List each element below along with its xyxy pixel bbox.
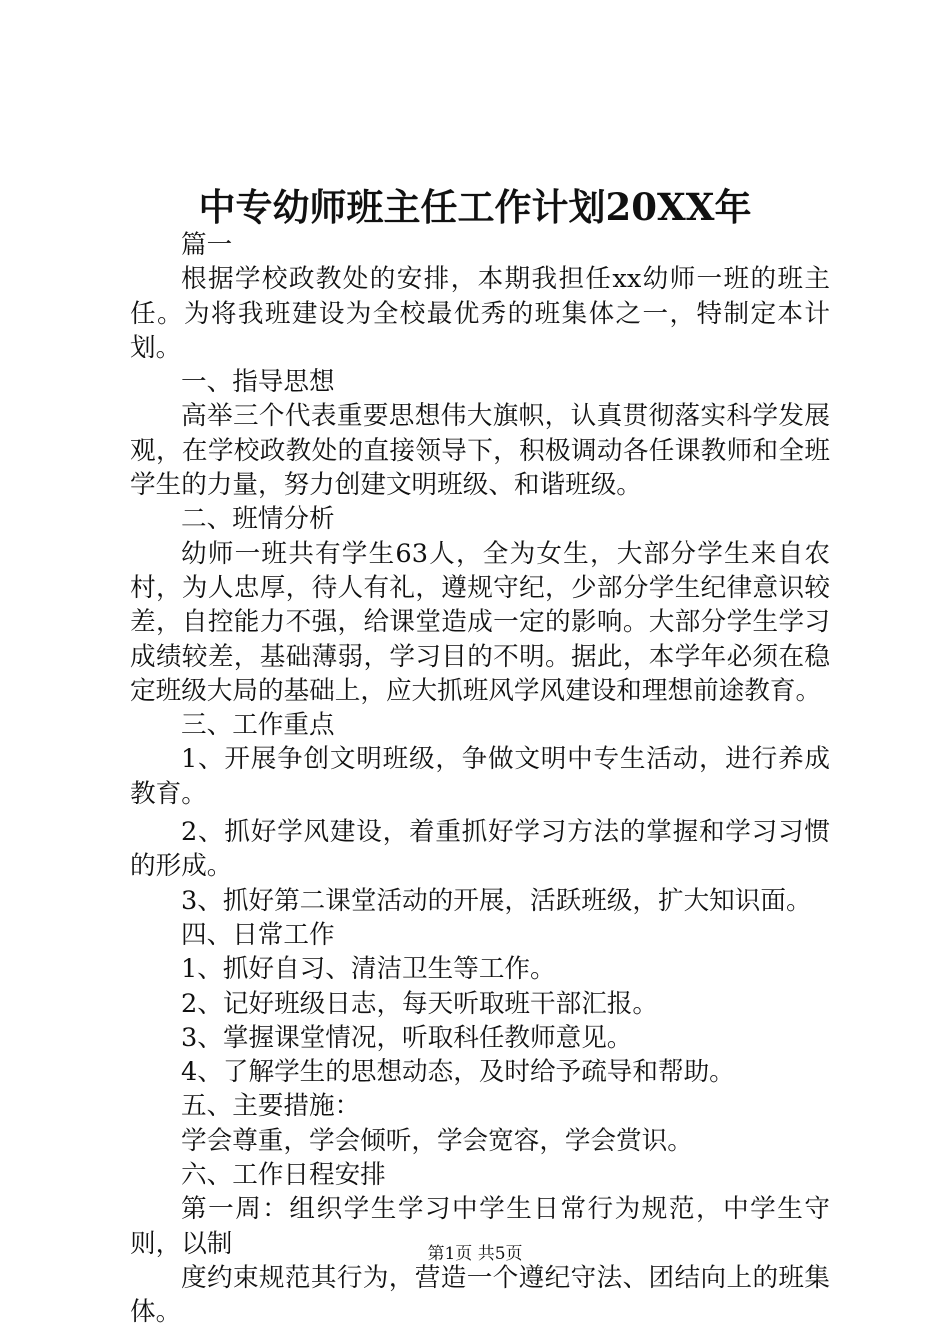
heading-class-analysis: 二、班情分析 <box>181 504 335 535</box>
heading-daily-work: 四、日常工作 <box>181 919 335 950</box>
heading-schedule: 六、工作日程安排 <box>181 1160 386 1191</box>
paragraph-schedule-week-1-continued: 度约束规范其行为，营造一个遵纪守法、团结向上的班集体。 <box>130 1262 830 1328</box>
document-body <box>130 228 830 1330</box>
document-title: 中专幼师班主任工作计划20XX年 <box>198 185 752 229</box>
paragraph-section-label: 篇一 <box>181 230 233 260</box>
page-number-footer: 第1页 共5页 <box>427 1244 523 1264</box>
paragraph-main-measures: 学会尊重，学会倾听，学会宽容，学会赏识。 <box>181 1125 693 1156</box>
list-item-daily-work-4: 4、了解学生的思想动态，及时给予疏导和帮助。 <box>181 1057 735 1088</box>
heading-guiding-thought: 一、指导思想 <box>181 367 335 398</box>
list-item-daily-work-2: 2、记好班级日志，每天听取班干部汇报。 <box>181 988 658 1019</box>
list-item-work-focus-2: 2、抓好学风建设，着重抓好学习方法的掌握和学习习惯的形成。 <box>130 817 830 882</box>
paragraph-class-analysis: 幼师一班共有学生63人，全为女生，大部分学生来自农村，为人忠厚，待人有礼，遵规守纪，少部分学生纪律意识较差，自控能力不强，给课堂造成一定的影响。大部分学生学习成绩较差，基础薄弱，学习目的不明。据此，本学年必须在稳定班级大局的基础上，应大抓班风学风建设和理想前途教育。 <box>130 538 830 706</box>
list-item-work-focus-3: 3、抓好第二课堂活动的开展，活跃班级，扩大知识面。 <box>181 885 812 916</box>
list-item-daily-work-1: 1、抓好自习、清洁卫生等工作。 <box>181 954 556 985</box>
paragraph-schedule-week-1: 第一周：组织学生学习中学生日常行为规范，中学生守则，以制 <box>130 1194 830 1259</box>
paragraph-intro: 根据学校政教处的安排，本期我担任xx幼师一班的班主任。为将我班建设为全校最优秀的班集体之一，特制定本计划。 <box>130 264 830 363</box>
heading-work-focus: 三、工作重点 <box>181 710 335 741</box>
heading-main-measures: 五、主要措施： <box>181 1091 361 1122</box>
list-item-work-focus-1: 1、开展争创文明班级，争做文明中专生活动，进行养成教育。 <box>130 744 830 809</box>
paragraph-guiding-thought: 高举三个代表重要思想伟大旗帜，认真贯彻落实科学发展观，在学校政教处的直接领导下，积极调动各任课教师和全班学生的力量，努力创建文明班级、和谐班级。 <box>130 401 830 501</box>
list-item-daily-work-3: 3、掌握课堂情况，听取科任教师意见。 <box>181 1022 633 1053</box>
